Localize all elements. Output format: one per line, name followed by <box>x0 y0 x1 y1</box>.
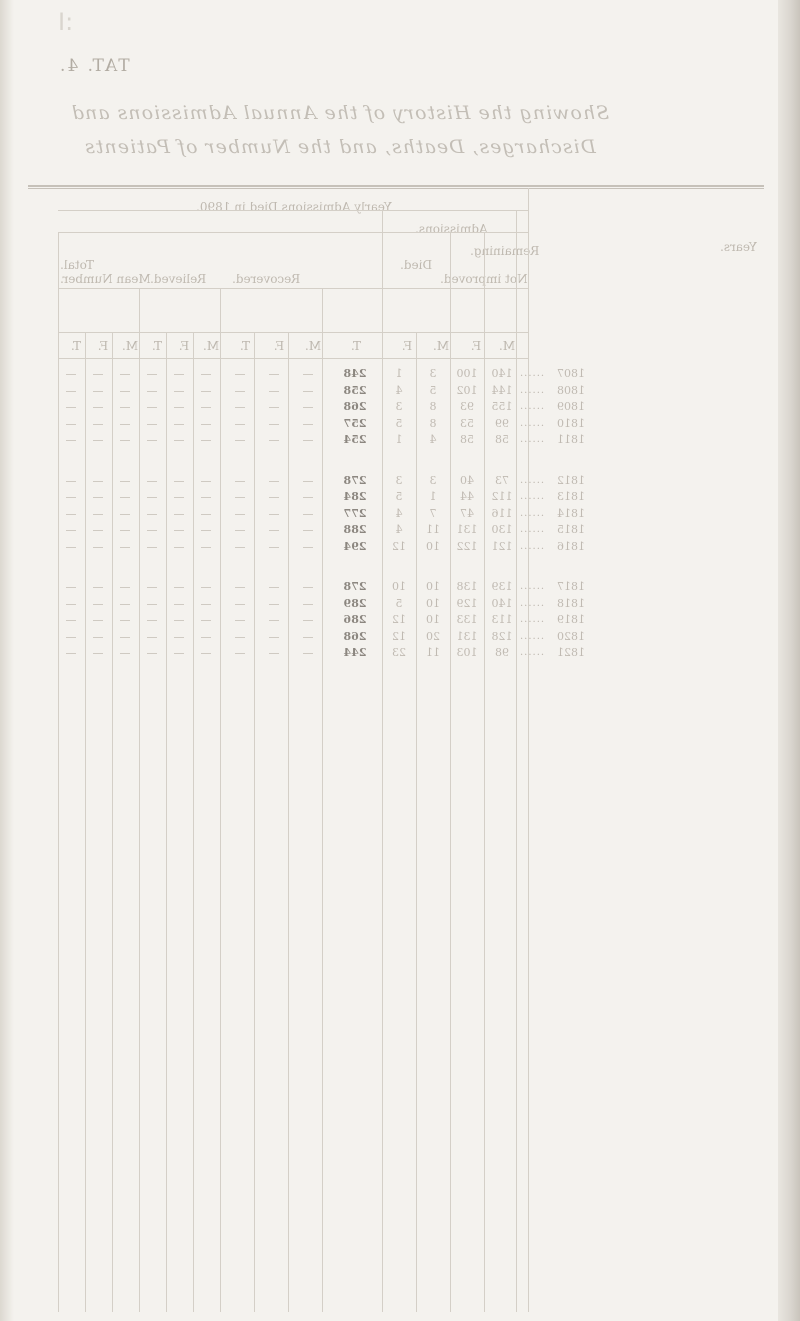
empty-cell-dash <box>120 424 130 425</box>
table-cell: 58 <box>460 433 474 446</box>
table-cell: 258 <box>343 383 367 397</box>
empty-cell-dash <box>201 653 211 654</box>
top-rule-thin <box>28 188 764 189</box>
col-code-14: M. <box>498 339 516 353</box>
empty-cell-dash <box>147 637 157 638</box>
empty-cell-dash <box>147 407 157 408</box>
empty-cell-dash <box>174 407 184 408</box>
table-cell: 4 <box>429 433 437 446</box>
empty-cell-dash <box>120 374 130 375</box>
table-cell: 5 <box>395 416 403 430</box>
empty-cell-dash <box>269 374 279 375</box>
col-code-5: F. <box>178 339 190 353</box>
empty-cell-dash <box>201 497 211 498</box>
year-cell: 1816 <box>557 539 585 553</box>
empty-cell-dash <box>93 604 103 605</box>
col-code-12: M. <box>432 339 450 353</box>
empty-cell-dash <box>93 440 103 441</box>
empty-cell-dash <box>93 424 103 425</box>
table-cell: 58 <box>495 433 509 446</box>
empty-cell-dash <box>269 440 279 441</box>
header-admissions: Admissions. <box>415 222 488 236</box>
empty-cell-dash <box>66 637 76 638</box>
empty-cell-dash <box>269 481 279 482</box>
empty-cell-dash <box>66 653 76 654</box>
empty-cell-dash <box>66 424 76 425</box>
table-cell: 257 <box>343 416 367 430</box>
empty-cell-dash <box>235 604 245 605</box>
leader-dots: ...... <box>520 507 546 519</box>
empty-cell-dash <box>93 481 103 482</box>
empty-cell-dash <box>66 481 76 482</box>
top-rule <box>28 185 764 187</box>
empty-cell-dash <box>174 424 184 425</box>
empty-cell-dash <box>303 547 313 548</box>
grid-h-2 <box>58 232 528 233</box>
leader-dots: ...... <box>520 581 546 592</box>
empty-cell-dash <box>269 514 279 515</box>
table-cell: 5 <box>395 596 403 610</box>
leader-dots: ...... <box>520 434 546 445</box>
leader-dots: ...... <box>520 474 546 486</box>
empty-cell-dash <box>303 604 313 605</box>
empty-cell-dash <box>201 530 211 531</box>
year-cell: 1811 <box>557 433 585 446</box>
leader-dots: ...... <box>520 368 546 379</box>
header-remaining: Remaining. <box>470 244 540 258</box>
empty-cell-dash <box>93 620 103 621</box>
empty-cell-dash <box>120 497 130 498</box>
grid-v-14 <box>484 232 485 1312</box>
empty-cell-dash <box>201 637 211 638</box>
empty-cell-dash <box>66 547 76 548</box>
table-cell: 99 <box>495 416 509 430</box>
empty-cell-dash <box>93 530 103 531</box>
empty-cell-dash <box>269 530 279 531</box>
empty-cell-dash <box>147 653 157 654</box>
empty-cell-dash <box>303 637 313 638</box>
table-cell: 12 <box>392 629 406 643</box>
grid-h-4 <box>58 332 528 333</box>
year-cell: 1817 <box>557 580 585 593</box>
table-cell: 10 <box>426 539 440 553</box>
empty-cell-dash <box>93 497 103 498</box>
empty-cell-dash <box>93 514 103 515</box>
grid-v-11 <box>382 210 383 1312</box>
table-cell: 277 <box>343 506 367 520</box>
table-cell: 4 <box>395 506 403 520</box>
col-code-9: M. <box>304 339 322 353</box>
empty-cell-dash <box>174 481 184 482</box>
corner-mark: I: <box>58 8 74 36</box>
empty-cell-dash <box>66 440 76 441</box>
col-code-8: F. <box>273 339 285 353</box>
empty-cell-dash <box>303 653 313 654</box>
empty-cell-dash <box>120 620 130 621</box>
table-cell: 11 <box>426 523 440 536</box>
empty-cell-dash <box>147 440 157 441</box>
table-cell: 5 <box>429 383 437 397</box>
header-relieved: Relieved. <box>150 272 207 286</box>
table-cell: 53 <box>460 416 474 430</box>
empty-cell-dash <box>120 547 130 548</box>
year-cell: 1808 <box>557 383 585 397</box>
table-cell: 73 <box>495 473 509 487</box>
table-cell: 133 <box>456 613 478 626</box>
header-died: Died. <box>400 258 433 272</box>
grid-v-7 <box>220 288 221 1312</box>
col-code-11: F. <box>401 339 413 353</box>
col-code-2: F. <box>97 339 109 353</box>
empty-cell-dash <box>235 587 245 588</box>
empty-cell-dash <box>147 497 157 498</box>
year-cell: 1813 <box>557 490 585 503</box>
header-years: Years. <box>720 240 757 254</box>
empty-cell-dash <box>201 440 211 441</box>
table-cell: 12 <box>392 539 406 553</box>
table-cell: 100 <box>456 367 478 380</box>
empty-cell-dash <box>201 547 211 548</box>
table-cell: 40 <box>460 473 474 487</box>
table-cell: 140 <box>491 596 513 610</box>
empty-cell-dash <box>303 440 313 441</box>
table-cell: 10 <box>426 596 440 610</box>
table-cell: 284 <box>343 490 367 503</box>
header-yearly: Yearly Admissions Died in 1890. <box>196 200 392 214</box>
col-code-4: T. <box>151 339 163 353</box>
empty-cell-dash <box>269 653 279 654</box>
leader-dots: ...... <box>520 540 546 552</box>
empty-cell-dash <box>120 407 130 408</box>
empty-cell-dash <box>120 530 130 531</box>
empty-cell-dash <box>269 407 279 408</box>
table-cell: 103 <box>456 646 478 659</box>
empty-cell-dash <box>201 391 211 392</box>
grid-h-5 <box>58 358 528 359</box>
table-cell: 130 <box>491 523 513 536</box>
empty-cell-dash <box>147 620 157 621</box>
table-cell: 47 <box>460 506 474 520</box>
empty-cell-dash <box>66 530 76 531</box>
table-cell: 139 <box>491 580 513 593</box>
empty-cell-dash <box>120 653 130 654</box>
table-cell: 102 <box>456 383 478 397</box>
table-cell: 121 <box>491 539 513 553</box>
empty-cell-dash <box>235 547 245 548</box>
empty-cell-dash <box>235 424 245 425</box>
empty-cell-dash <box>66 514 76 515</box>
header-not-improved: Not improved. <box>440 272 528 286</box>
year-cell: 1819 <box>557 613 585 626</box>
leader-dots: ...... <box>520 597 546 609</box>
year-cell: 1814 <box>557 506 585 520</box>
empty-cell-dash <box>303 530 313 531</box>
table-cell: 138 <box>456 580 478 593</box>
empty-cell-dash <box>174 547 184 548</box>
leader-dots: ...... <box>520 491 546 502</box>
table-cell: 20 <box>426 629 440 643</box>
table-cell: 140 <box>491 367 513 380</box>
empty-cell-dash <box>269 497 279 498</box>
table-cell: 3 <box>429 473 437 487</box>
grid-v-16 <box>528 188 529 1312</box>
empty-cell-dash <box>303 514 313 515</box>
table-cell: 3 <box>395 400 403 413</box>
table-cell: 4 <box>395 523 403 536</box>
grid-v-9 <box>288 332 289 1312</box>
empty-cell-dash <box>174 604 184 605</box>
empty-cell-dash <box>303 481 313 482</box>
year-cell: 1812 <box>557 473 585 487</box>
table-cell: 10 <box>426 613 440 626</box>
empty-cell-dash <box>235 530 245 531</box>
empty-cell-dash <box>93 547 103 548</box>
empty-cell-dash <box>174 497 184 498</box>
table-cell: 144 <box>491 383 513 397</box>
table-cell: 122 <box>456 539 478 553</box>
grid-v-4 <box>139 288 140 1312</box>
table-cell: 10 <box>392 580 406 593</box>
empty-cell-dash <box>174 440 184 441</box>
table-label: TAT. 4. <box>58 56 130 76</box>
empty-cell-dash <box>235 481 245 482</box>
table-cell: 155 <box>491 400 513 413</box>
table-cell: 278 <box>343 473 367 487</box>
leader-dots: ...... <box>520 630 546 642</box>
table-cell: 294 <box>343 539 367 553</box>
empty-cell-dash <box>303 587 313 588</box>
grid-v-12 <box>416 332 417 1312</box>
grid-v-10 <box>322 288 323 1312</box>
col-code-1: T. <box>70 339 82 353</box>
table-cell: 1 <box>395 433 403 446</box>
empty-cell-dash <box>120 481 130 482</box>
empty-cell-dash <box>303 620 313 621</box>
grid-v-6 <box>193 332 194 1312</box>
year-cell: 1810 <box>557 416 585 430</box>
empty-cell-dash <box>303 497 313 498</box>
table-cell: 8 <box>429 400 437 413</box>
empty-cell-dash <box>201 407 211 408</box>
empty-cell-dash <box>235 440 245 441</box>
empty-cell-dash <box>147 587 157 588</box>
year-cell: 1821 <box>557 646 585 659</box>
leader-dots: ...... <box>520 647 546 658</box>
table-cell: 11 <box>426 646 440 659</box>
empty-cell-dash <box>174 620 184 621</box>
header-recovered: Recovered. <box>232 272 301 286</box>
empty-cell-dash <box>201 481 211 482</box>
grid-v-13 <box>450 232 451 1312</box>
leader-dots: ...... <box>520 614 546 625</box>
empty-cell-dash <box>201 514 211 515</box>
table-cell: 278 <box>343 580 367 593</box>
empty-cell-dash <box>147 424 157 425</box>
empty-cell-dash <box>269 637 279 638</box>
empty-cell-dash <box>201 424 211 425</box>
empty-cell-dash <box>66 391 76 392</box>
empty-cell-dash <box>174 653 184 654</box>
empty-cell-dash <box>147 530 157 531</box>
grid-v-1 <box>58 232 59 1312</box>
table-cell: 5 <box>395 490 403 503</box>
empty-cell-dash <box>120 637 130 638</box>
table-cell: 7 <box>429 506 437 520</box>
empty-cell-dash <box>174 391 184 392</box>
table-cell: 268 <box>343 629 367 643</box>
empty-cell-dash <box>235 497 245 498</box>
table-cell: 3 <box>429 367 437 380</box>
empty-cell-dash <box>120 514 130 515</box>
empty-cell-dash <box>174 374 184 375</box>
leader-dots: ...... <box>520 417 546 429</box>
table-cell: 4 <box>395 383 403 397</box>
empty-cell-dash <box>235 391 245 392</box>
table-cell: 131 <box>456 523 478 536</box>
empty-cell-dash <box>120 440 130 441</box>
table-cell: 113 <box>491 613 513 626</box>
table-cell: 248 <box>343 367 367 380</box>
empty-cell-dash <box>66 587 76 588</box>
table-cell: 129 <box>456 596 478 610</box>
empty-cell-dash <box>201 374 211 375</box>
empty-cell-dash <box>303 391 313 392</box>
leader-dots: ...... <box>520 524 546 535</box>
empty-cell-dash <box>235 653 245 654</box>
empty-cell-dash <box>303 407 313 408</box>
year-cell: 1818 <box>557 596 585 610</box>
table-cell: 286 <box>343 613 367 626</box>
empty-cell-dash <box>147 374 157 375</box>
col-code-6: M. <box>202 339 220 353</box>
table-cell: 12 <box>392 613 406 626</box>
empty-cell-dash <box>269 424 279 425</box>
table-cell: 112 <box>491 490 513 503</box>
empty-cell-dash <box>66 374 76 375</box>
empty-cell-dash <box>93 587 103 588</box>
heading-line-2: Discharges, Deaths, and the Number of Patients <box>84 136 596 158</box>
empty-cell-dash <box>93 637 103 638</box>
leader-dots: ...... <box>520 384 546 396</box>
empty-cell-dash <box>147 604 157 605</box>
empty-cell-dash <box>66 497 76 498</box>
empty-cell-dash <box>235 620 245 621</box>
grid-h-3 <box>58 288 528 289</box>
header-total: Total. <box>60 258 94 272</box>
table-cell: 8 <box>429 416 437 430</box>
empty-cell-dash <box>269 587 279 588</box>
table-cell: 131 <box>456 629 478 643</box>
grid-h-1 <box>58 210 528 211</box>
year-cell: 1820 <box>557 629 585 643</box>
empty-cell-dash <box>174 637 184 638</box>
empty-cell-dash <box>147 547 157 548</box>
empty-cell-dash <box>201 604 211 605</box>
grid-v-2 <box>85 332 86 1312</box>
leader-dots: ...... <box>520 401 546 412</box>
empty-cell-dash <box>235 407 245 408</box>
empty-cell-dash <box>201 620 211 621</box>
empty-cell-dash <box>66 620 76 621</box>
year-cell: 1807 <box>557 367 585 380</box>
heading-line-1: Showing the History of the Annual Admissions and <box>70 102 610 124</box>
empty-cell-dash <box>66 604 76 605</box>
empty-cell-dash <box>147 391 157 392</box>
table-cell: 268 <box>343 400 367 413</box>
grid-v-8 <box>254 332 255 1312</box>
empty-cell-dash <box>235 514 245 515</box>
empty-cell-dash <box>93 407 103 408</box>
empty-cell-dash <box>93 653 103 654</box>
empty-cell-dash <box>201 587 211 588</box>
table-cell: 254 <box>343 433 367 446</box>
empty-cell-dash <box>174 530 184 531</box>
table-cell: 1 <box>395 367 403 380</box>
page-edge-shadow <box>778 0 800 1321</box>
empty-cell-dash <box>174 514 184 515</box>
table-cell: 98 <box>495 646 509 659</box>
col-code-3: M. <box>121 339 139 353</box>
year-cell: 1815 <box>557 523 585 536</box>
table-cell: 23 <box>392 646 406 659</box>
empty-cell-dash <box>147 514 157 515</box>
empty-cell-dash <box>303 424 313 425</box>
col-code-10: T. <box>350 339 362 353</box>
empty-cell-dash <box>120 587 130 588</box>
grid-v-3 <box>112 332 113 1312</box>
empty-cell-dash <box>147 481 157 482</box>
table-cell: 1 <box>429 490 437 503</box>
empty-cell-dash <box>93 391 103 392</box>
empty-cell-dash <box>269 620 279 621</box>
year-cell: 1809 <box>557 400 585 413</box>
table-cell: 116 <box>491 506 513 520</box>
table-cell: 288 <box>343 523 367 536</box>
empty-cell-dash <box>235 637 245 638</box>
table-cell: 128 <box>491 629 513 643</box>
table-cell: 244 <box>343 646 367 659</box>
header-mean: Mean Number. <box>60 272 151 286</box>
page-spine-shadow <box>0 0 14 1321</box>
empty-cell-dash <box>120 604 130 605</box>
empty-cell-dash <box>120 391 130 392</box>
empty-cell-dash <box>235 374 245 375</box>
col-code-13: F. <box>470 339 482 353</box>
empty-cell-dash <box>269 547 279 548</box>
table-cell: 93 <box>460 400 474 413</box>
table-cell: 289 <box>343 596 367 610</box>
empty-cell-dash <box>93 374 103 375</box>
empty-cell-dash <box>66 407 76 408</box>
empty-cell-dash <box>174 587 184 588</box>
empty-cell-dash <box>269 391 279 392</box>
grid-v-5 <box>166 332 167 1312</box>
empty-cell-dash <box>269 604 279 605</box>
empty-cell-dash <box>303 374 313 375</box>
table-cell: 3 <box>395 473 403 487</box>
col-code-7: T. <box>239 339 251 353</box>
table-cell: 44 <box>460 490 474 503</box>
table-cell: 10 <box>426 580 440 593</box>
